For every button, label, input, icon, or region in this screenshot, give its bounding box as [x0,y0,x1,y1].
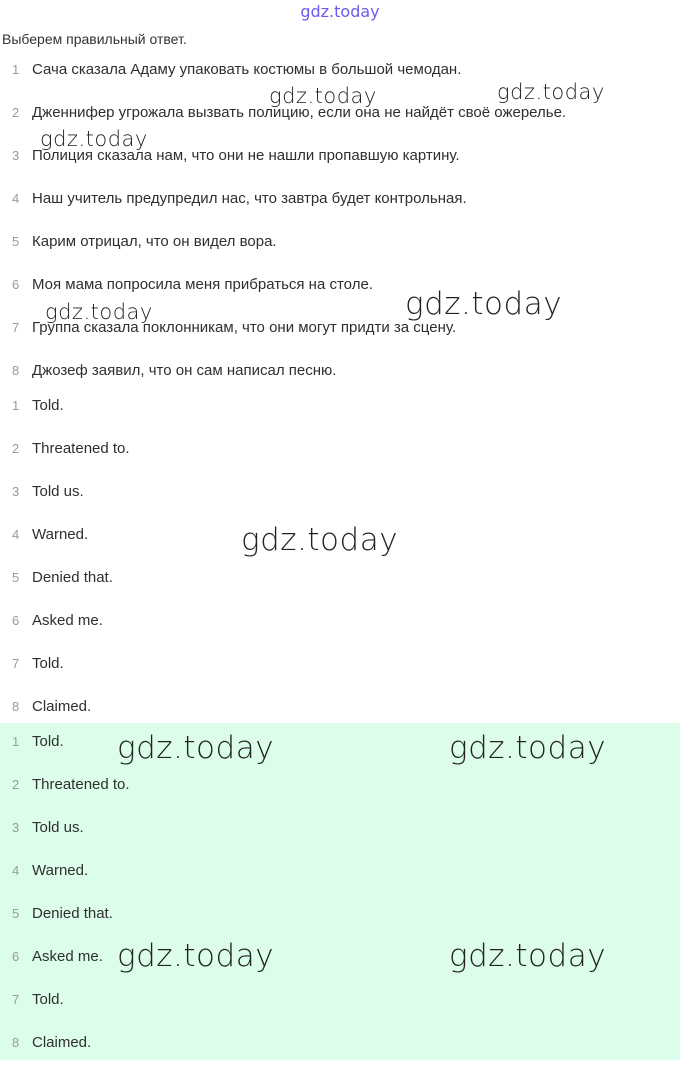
item-number: 1 [12,62,20,77]
item-number: 4 [12,527,20,542]
item-number: 7 [12,992,20,1007]
watermark: gdz.today [241,522,399,558]
item-number: 6 [12,613,20,628]
highlighted-answers-list [0,723,680,1060]
item-text: Наш учитель предупредил нас, что завтра будет контрольная. [32,190,467,207]
item-text: Told us. [32,483,84,500]
item-text: Карим отрицал, что он видел вора. [32,233,277,250]
item-text: Warned. [32,862,89,879]
list-item [0,1022,680,1065]
list-item [0,557,680,600]
list-item [0,471,680,514]
item-number: 8 [12,363,20,378]
item-number: 6 [12,949,20,964]
item-text: Warned. [32,526,89,543]
item-number: 6 [12,277,20,292]
item-text: Told. [32,655,64,672]
item-number: 7 [12,656,20,671]
list-item [0,178,680,221]
item-text: Джозеф заявил, что он сам написал песню. [32,362,337,379]
item-text: Claimed. [32,698,92,715]
item-number: 7 [12,320,20,335]
list-item [0,979,680,1022]
site-watermark-top: gdz.today [300,2,380,21]
item-number: 2 [12,777,20,792]
list-item [0,643,680,686]
intro-text: Выберем правильный ответ. [2,31,187,47]
list-item [0,385,680,428]
list-item [0,893,680,936]
item-number: 3 [12,484,20,499]
list-item [0,764,680,807]
item-number: 8 [12,699,20,714]
watermark: gdz.today [40,127,148,151]
item-text: Told. [32,397,64,414]
item-number: 4 [12,863,20,878]
item-number: 1 [12,398,20,413]
item-text: Asked me. [32,948,103,965]
list-item [0,807,680,850]
watermark: gdz.today [449,730,607,766]
item-number: 3 [12,820,20,835]
watermark: gdz.today [269,84,377,108]
item-text: Threatened to. [32,440,130,457]
item-number: 2 [12,441,20,456]
list-item [0,428,680,471]
item-text: Моя мама попросила меня прибраться на столе. [32,276,373,293]
watermark: gdz.today [45,300,153,324]
item-text: Threatened to. [32,776,130,793]
item-text: Denied that. [32,905,113,922]
list-item [0,600,680,643]
watermark: gdz.today [449,938,607,974]
item-number: 3 [12,148,20,163]
item-text: Группа сказала поклонникам, что они могут придти за сцену. [32,319,457,336]
item-number: 8 [12,1035,20,1050]
item-number: 5 [12,234,20,249]
item-text: Told us. [32,819,84,836]
item-text: Полиция сказала нам, что они не нашли пропавшую картину. [32,147,460,164]
item-text: Дженнифер угрожала вызвать полицию, если она не найдёт своё ожерелье. [32,104,567,121]
watermark: gdz.today [497,80,605,104]
item-number: 2 [12,105,20,120]
item-number: 1 [12,734,20,749]
list-item [0,850,680,893]
watermark: gdz.today [117,730,275,766]
item-number: 4 [12,191,20,206]
item-text: Told. [32,991,64,1008]
item-text: Claimed. [32,1034,92,1051]
watermark: gdz.today [405,286,563,322]
item-text: Сача сказала Адаму упаковать костюмы в большой чемодан. [32,61,462,78]
item-number: 5 [12,570,20,585]
watermark: gdz.today [117,938,275,974]
item-text: Asked me. [32,612,103,629]
item-text: Denied that. [32,569,113,586]
list-item [0,221,680,264]
item-number: 5 [12,906,20,921]
item-text: Told. [32,733,64,750]
